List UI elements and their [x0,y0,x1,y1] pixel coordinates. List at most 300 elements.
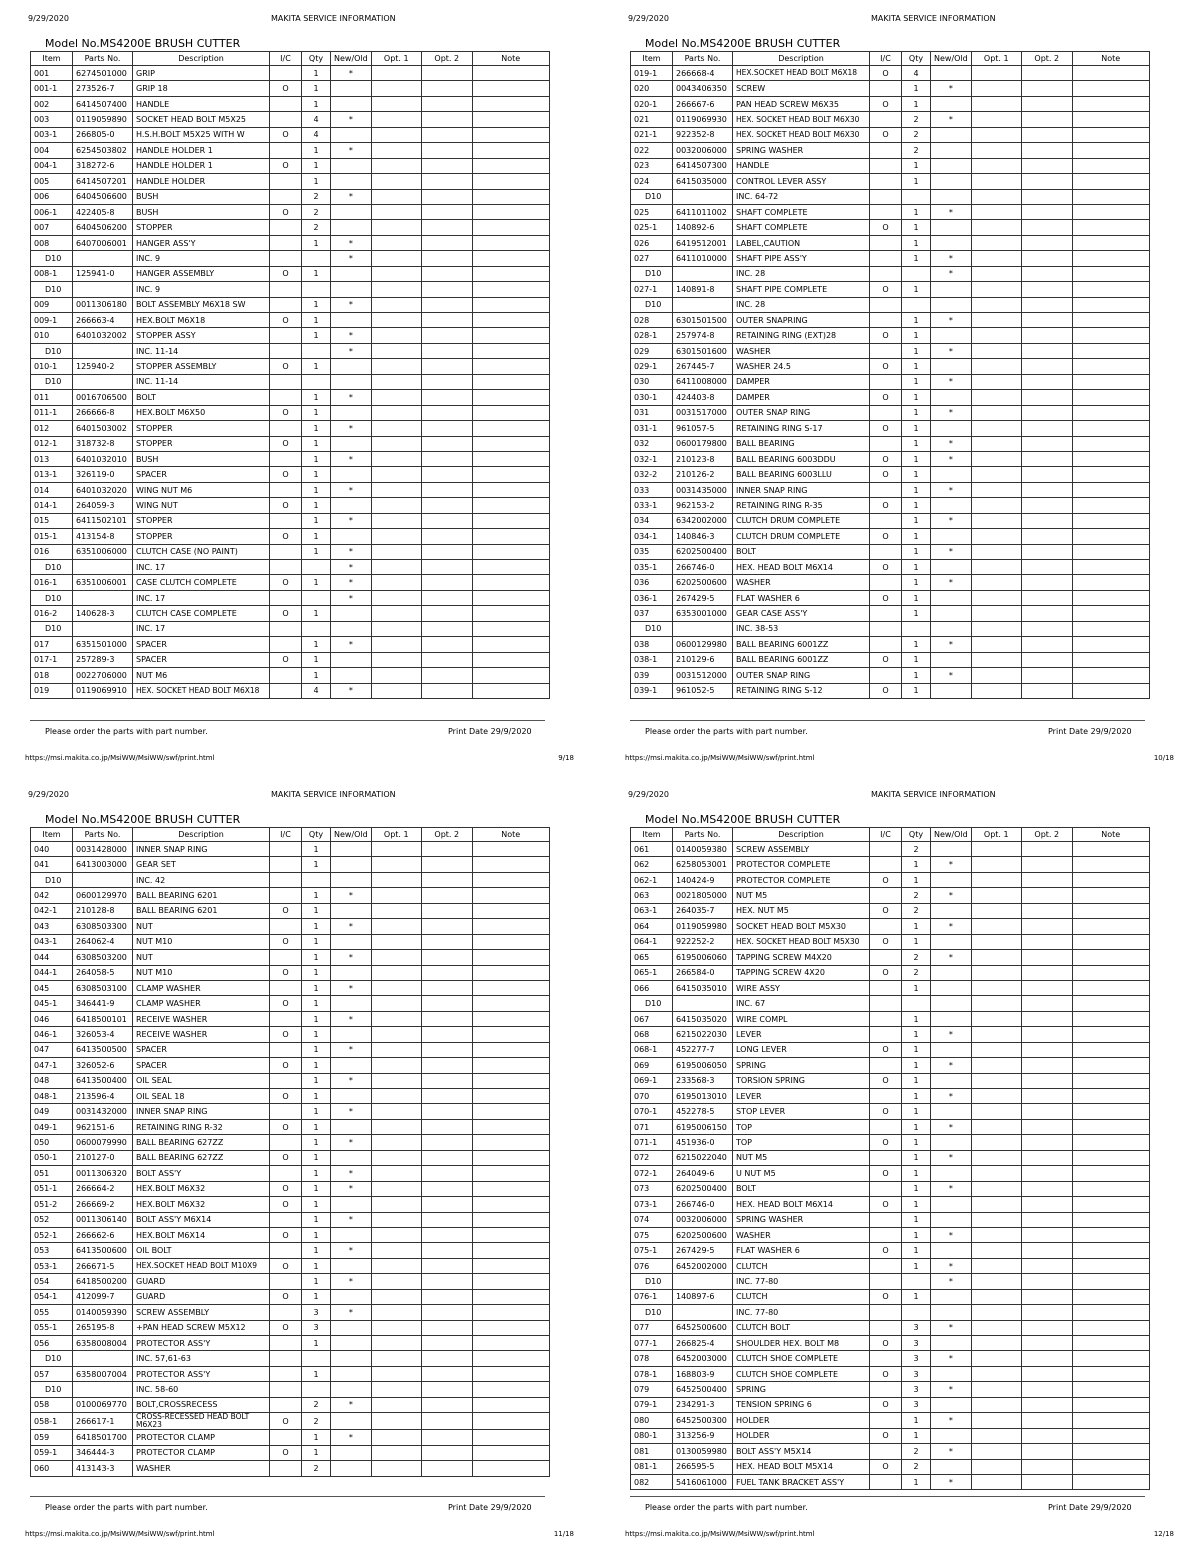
cell-qty: 1 [902,919,931,934]
cell-qty: 2 [302,220,331,235]
cell-ic: O [270,1181,302,1196]
cell-qty: 1 [302,1274,331,1289]
cell-opt1 [371,498,421,513]
cell-note [472,112,549,127]
page-url: https://msi.makita.co.jp/MsiWW/MsiWW/swf/print.html [625,1530,815,1538]
cell-new-old: * [931,405,972,420]
cell-item: 038 [631,637,673,652]
cell-opt1 [371,112,421,127]
cell-qty: 1 [302,235,331,250]
cell-description: WIRE ASSY [733,980,870,995]
cell-part-number: 6411010000 [673,251,733,266]
cell-item: 025-1 [631,220,673,235]
cell-part-number: 267429-5 [673,1243,733,1258]
cell-opt1 [971,1166,1021,1181]
cell-item: 005 [31,174,73,189]
cell-qty: 1 [902,482,931,497]
cell-opt1 [971,1382,1021,1397]
cell-ic [270,297,302,312]
cell-description: +PAN HEAD SCREW M5X12 [133,1320,270,1335]
cell-opt1 [971,544,1021,559]
cell-part-number: 6195006060 [673,950,733,965]
cell-new-old [331,467,372,482]
cell-description: HOLDER [733,1428,870,1443]
cell-note [472,81,549,96]
cell-ic: O [870,359,902,374]
cell-qty [902,1274,931,1289]
cell-ic: O [870,590,902,605]
cell-opt1 [971,842,1021,857]
table-row [631,621,1150,636]
cell-opt2 [1021,251,1072,266]
table-row [31,143,550,158]
cell-description: BALL BEARING 6003DDU [733,451,870,466]
cell-ic [270,451,302,466]
cell-qty: 1 [302,1166,331,1181]
cell-qty: 1 [302,1227,331,1242]
cell-note [472,1104,549,1119]
print-date: Print Date 29/9/2020 [1048,727,1132,736]
cell-opt1 [371,1181,421,1196]
cell-qty: 1 [302,1027,331,1042]
cell-opt1 [971,313,1021,328]
cell-description: HANDLE HOLDER 1 [133,158,270,173]
cell-part-number: 266663-4 [73,313,133,328]
cell-new-old [931,683,972,698]
table-row [631,359,1150,374]
cell-opt1 [371,637,421,652]
cell-new-old [931,1289,972,1304]
cell-ic [870,189,902,204]
cell-opt2 [421,513,472,528]
column-header-note: Note [1072,52,1149,66]
cell-item: D10 [31,343,73,358]
cell-opt1 [971,405,1021,420]
column-header-item: Item [631,52,673,66]
cell-description: RETAINING RING (EXT)28 [733,328,870,343]
table-row [631,683,1150,698]
cell-part-number: 422405-8 [73,204,133,219]
cell-ic [870,343,902,358]
cell-part-number: 6418501700 [73,1430,133,1445]
table-row [631,498,1150,513]
cell-new-old [331,621,372,636]
cell-description: CONTROL LEVER ASSY [733,174,870,189]
cell-note [1072,1336,1149,1351]
cell-new-old: * [931,1150,972,1165]
table-row [31,467,550,482]
cell-item: 023 [631,158,673,173]
cell-item: 064-1 [631,934,673,949]
cell-ic: O [870,1135,902,1150]
cell-description: CASE CLUTCH COMPLETE [133,575,270,590]
cell-description: HEX.SOCKET HEAD BOLT M6X18 [733,66,870,81]
cell-ic [870,1181,902,1196]
cell-note [472,888,549,903]
cell-item: 050 [31,1135,73,1150]
cell-new-old [331,1351,372,1366]
cell-part-number: 6202500400 [673,544,733,559]
cell-opt1 [971,513,1021,528]
cell-opt2 [421,1305,472,1320]
cell-note [1072,683,1149,698]
cell-item: 058 [31,1397,73,1412]
cell-item: 017-1 [31,652,73,667]
table-row [631,919,1150,934]
cell-part-number: 0119059890 [73,112,133,127]
cell-description: BALL BEARING [733,436,870,451]
cell-description: BOLT ASS'Y [133,1166,270,1181]
cell-opt1 [371,251,421,266]
cell-item: 062-1 [631,872,673,887]
table-row [31,1104,550,1119]
cell-description: CLUTCH CASE COMPLETE [133,606,270,621]
cell-part-number: 6418500101 [73,1011,133,1026]
cell-part-number [73,1382,133,1397]
cell-ic [270,112,302,127]
cell-new-old [331,1320,372,1335]
cell-description: STOPPER ASSEMBLY [133,359,270,374]
cell-part-number: 0600129970 [73,888,133,903]
cell-note [1072,313,1149,328]
cell-description: WASHER [133,1461,270,1476]
table-row [631,1305,1150,1320]
table-row [31,343,550,358]
cell-description: INC. 77-80 [733,1274,870,1289]
cell-note [472,1058,549,1073]
cell-note [1072,965,1149,980]
table-row [31,934,550,949]
cell-ic [870,266,902,281]
cell-new-old [331,1197,372,1212]
cell-description: RETAINING RING R-32 [133,1119,270,1134]
cell-item: 014-1 [31,498,73,513]
cell-ic [270,189,302,204]
cell-ic: O [270,575,302,590]
column-header-ic: I/C [270,828,302,842]
parts-page [0,0,600,776]
cell-part-number: 0600079990 [73,1135,133,1150]
table-row [31,112,550,127]
cell-qty: 1 [302,1011,331,1026]
cell-qty: 1 [902,158,931,173]
cell-opt1 [971,143,1021,158]
cell-new-old: * [331,343,372,358]
cell-new-old: * [931,313,972,328]
cell-part-number: 0119069910 [73,683,133,698]
cell-note [1072,560,1149,575]
column-header-new-old: New/Old [331,52,372,66]
cell-item: 073-1 [631,1197,673,1212]
cell-new-old [931,1042,972,1057]
cell-opt2 [421,903,472,918]
cell-qty: 1 [902,1428,931,1443]
cell-opt2 [421,405,472,420]
cell-opt2 [1021,683,1072,698]
cell-qty: 1 [302,482,331,497]
cell-qty: 1 [902,606,931,621]
cell-description: TOP [733,1135,870,1150]
cell-part-number: 6404506600 [73,189,133,204]
cell-part-number: 266805-0 [73,127,133,142]
cell-description: SCREW [733,81,870,96]
cell-part-number: 266584-0 [673,965,733,980]
cell-qty: 3 [902,1382,931,1397]
parts-table [30,827,550,1477]
cell-description: HANDLE HOLDER [133,174,270,189]
cell-new-old [331,606,372,621]
cell-qty: 1 [902,96,931,111]
cell-ic [870,374,902,389]
cell-ic [270,328,302,343]
cell-new-old: * [931,513,972,528]
cell-opt1 [371,328,421,343]
cell-note [1072,1197,1149,1212]
cell-new-old [931,560,972,575]
cell-note [1072,1212,1149,1227]
cell-qty: 1 [302,513,331,528]
cell-description: HEX. HEAD BOLT M6X14 [733,560,870,575]
cell-opt2 [1021,950,1072,965]
cell-new-old: * [331,575,372,590]
cell-part-number: 0031435000 [673,482,733,497]
cell-description: INC. 38-53 [733,621,870,636]
cell-qty: 1 [902,1073,931,1088]
cell-opt2 [1021,1243,1072,1258]
cell-note [472,606,549,621]
cell-description: BALL BEARING 627ZZ [133,1135,270,1150]
cell-opt1 [971,1459,1021,1474]
column-header-item: Item [631,828,673,842]
cell-opt1 [971,980,1021,995]
cell-ic [270,374,302,389]
cell-part-number: 6301501500 [673,313,733,328]
cell-note [472,1135,549,1150]
cell-note [1072,1135,1149,1150]
cell-part-number: 6202500600 [673,575,733,590]
cell-opt1 [971,888,1021,903]
cell-qty: 1 [302,903,331,918]
cell-new-old: * [331,297,372,312]
cell-new-old [331,857,372,872]
cell-description: TORSION SPRING [733,1073,870,1088]
cell-new-old [331,965,372,980]
cell-opt1 [971,1305,1021,1320]
cell-note [1072,1243,1149,1258]
cell-note [1072,421,1149,436]
cell-note [472,590,549,605]
cell-new-old [931,1011,972,1026]
cell-note [1072,903,1149,918]
cell-new-old [331,1089,372,1104]
cell-ic: O [270,1089,302,1104]
cell-opt1 [371,575,421,590]
column-header-description: Description [133,52,270,66]
cell-item: 075 [631,1227,673,1242]
cell-qty: 2 [302,1461,331,1476]
cell-ic [270,1336,302,1351]
cell-ic [270,1382,302,1397]
cell-description: U NUT M5 [733,1166,870,1181]
cell-ic: O [870,683,902,698]
cell-opt1 [971,683,1021,698]
cell-part-number: 6452500400 [673,1382,733,1397]
cell-note [472,158,549,173]
cell-description: HANDLE [133,96,270,111]
cell-description: BOLT [133,390,270,405]
column-header-item: Item [31,52,73,66]
cell-ic [270,857,302,872]
cell-qty: 2 [902,1459,931,1474]
cell-new-old: * [931,1089,972,1104]
cell-opt1 [371,1351,421,1366]
cell-item: 044 [31,950,73,965]
column-header-opt1: Opt. 1 [971,828,1021,842]
cell-part-number: 0016706500 [73,390,133,405]
cell-note [1072,266,1149,281]
cell-part-number: 6202500600 [673,1227,733,1242]
cell-description: CLUTCH SHOE COMPLETE [733,1351,870,1366]
cell-opt2 [1021,980,1072,995]
cell-ic: O [870,560,902,575]
cell-ic [270,343,302,358]
cell-opt1 [971,174,1021,189]
table-row [631,1150,1150,1165]
cell-opt2 [1021,467,1072,482]
page-number: 9/18 [558,754,574,762]
cell-qty: 1 [902,421,931,436]
cell-qty: 1 [302,1042,331,1057]
cell-item: D10 [631,621,673,636]
cell-qty: 1 [902,235,931,250]
cell-item: 009 [31,297,73,312]
cell-qty: 2 [902,842,931,857]
cell-new-old: * [331,1135,372,1150]
cell-item: 052-1 [31,1227,73,1242]
cell-qty: 4 [302,112,331,127]
cell-ic [270,1011,302,1026]
table-row [631,174,1150,189]
cell-item: 014 [31,482,73,497]
cell-item: 076-1 [631,1289,673,1304]
table-row [31,1073,550,1088]
cell-opt1 [971,1351,1021,1366]
page-number: 10/18 [1153,754,1174,762]
cell-note [472,1212,549,1227]
cell-new-old [331,266,372,281]
table-row [631,1135,1150,1150]
cell-note [472,1227,549,1242]
cell-part-number: 140424-9 [673,872,733,887]
cell-new-old [931,127,972,142]
cell-item: 073 [631,1181,673,1196]
cell-qty: 1 [302,359,331,374]
cell-note [472,482,549,497]
cell-new-old: * [331,544,372,559]
cell-note [1072,544,1149,559]
cell-item: 051-1 [31,1181,73,1196]
cell-opt1 [971,451,1021,466]
cell-ic: O [870,451,902,466]
cell-qty: 1 [302,606,331,621]
cell-opt2 [1021,1474,1072,1489]
cell-opt1 [971,498,1021,513]
cell-ic [270,482,302,497]
cell-opt1 [371,621,421,636]
cell-opt2 [1021,560,1072,575]
cell-description: HEX.BOLT M6X14 [133,1227,270,1242]
cell-description: NUT M10 [133,934,270,949]
cell-opt1 [971,328,1021,343]
cell-description: STOP LEVER [733,1104,870,1119]
cell-note [1072,1011,1149,1026]
cell-qty: 1 [902,1042,931,1057]
cell-description: DAMPER [733,390,870,405]
cell-opt1 [371,467,421,482]
cell-ic [270,421,302,436]
cell-opt1 [971,637,1021,652]
cell-qty: 1 [302,1212,331,1227]
cell-part-number: 6195006050 [673,1058,733,1073]
cell-new-old [931,158,972,173]
cell-description: SPACER [133,1042,270,1057]
table-row [631,282,1150,297]
cell-description: PROTECTOR ASS'Y [133,1336,270,1351]
cell-item: 077-1 [631,1336,673,1351]
cell-ic: O [270,204,302,219]
cell-new-old: * [931,1351,972,1366]
cell-opt2 [421,421,472,436]
cell-opt2 [421,482,472,497]
cell-opt1 [371,1150,421,1165]
cell-item: 002 [31,96,73,111]
cell-opt1 [371,174,421,189]
cell-new-old [931,903,972,918]
cell-qty: 1 [302,1258,331,1273]
cell-item: 036-1 [631,590,673,605]
cell-qty: 1 [302,1336,331,1351]
cell-ic [870,1305,902,1320]
cell-new-old [331,498,372,513]
cell-opt2 [1021,668,1072,683]
cell-opt2 [421,1181,472,1196]
cell-opt1 [971,343,1021,358]
cell-qty: 1 [302,529,331,544]
cell-qty: 1 [902,1058,931,1073]
cell-new-old: * [931,81,972,96]
cell-part-number: 0011306320 [73,1166,133,1181]
cell-part-number: 413154-8 [73,529,133,544]
cell-opt1 [371,1305,421,1320]
cell-new-old: * [331,980,372,995]
cell-qty: 1 [302,950,331,965]
cell-item: 032 [631,436,673,451]
cell-description: NUT [133,919,270,934]
cell-new-old: * [331,1166,372,1181]
cell-description: OUTER SNAP RING [733,668,870,683]
cell-part-number: 5416061000 [673,1474,733,1489]
cell-note [1072,343,1149,358]
cell-new-old: * [331,1305,372,1320]
cell-note [1072,374,1149,389]
table-row [31,1042,550,1057]
table-row [31,857,550,872]
cell-part-number: 6413500400 [73,1073,133,1088]
cell-part-number: 0140059390 [73,1305,133,1320]
cell-description: DAMPER [733,374,870,389]
cell-qty: 1 [902,174,931,189]
cell-opt2 [421,1042,472,1057]
